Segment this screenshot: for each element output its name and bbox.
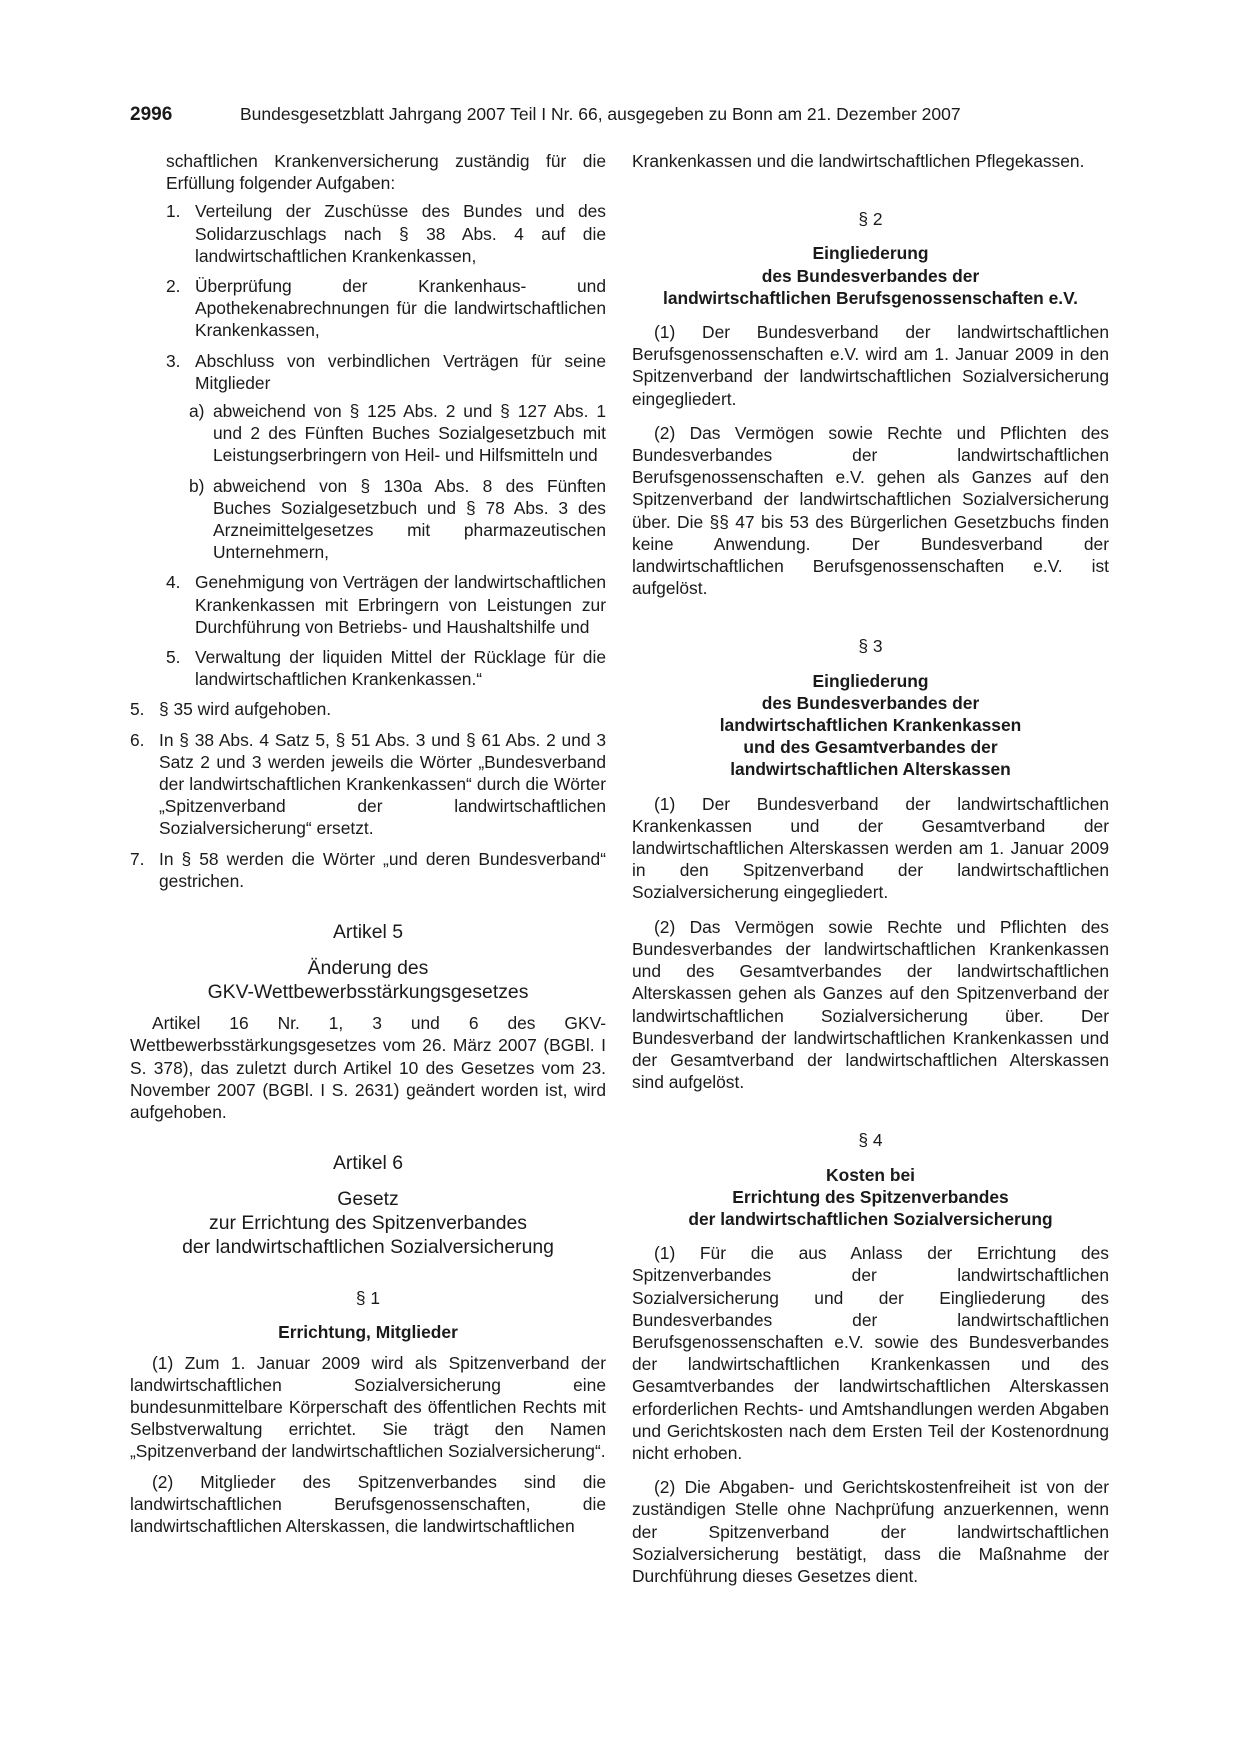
paragraph: (1) Für die aus Anlass der Errichtung des Spitzenverbandes der landwirtschaftlichen Sozialversicherung und der Eingliederung des Bundesverbandes der landwirtschaftlichen Berufsgenossenschaften e.V. sowie des Bundesverbandes der landwirtschaftlichen Krankenkassen und des Gesamtverbandes der landwirtschaftlichen Alterskassen erforderlichen Rechts- und Amtshandlungen werden Abgaben und Gerichtskosten nach dem Ersten Teil der Kostenordnung nicht erhoben. (632, 1243, 1109, 1463)
paragraph: (1) Zum 1. Januar 2009 wird als Spitzenverband der landwirtschaftlichen Sozialversicherung eine bundesunmittelbare Körperschaft des öffentlichen Rechts mit Selbstverwaltung errichtet. Sie trägt den Namen „Spitzenverband der landwirtschaftlichen Sozialversicherung“. (130, 1352, 606, 1462)
section-title: Errichtung des Spitzenverbandes (732, 1186, 1009, 1207)
list-item: 6. In § 38 Abs. 4 Satz 5, § 51 Abs. 3 und § 61 Abs. 2 und 3 Satz 2 und 3 werden jeweils die Wörter „Bundesverband der landwirtschaftlichen Krankenkassen“ durch die Wörter „Spitzenverband der landwirtschaftlichen Sozialversicherung“ ersetzt. (130, 729, 606, 839)
article-5-heading: Artikel 5 (332, 921, 404, 944)
section-title: Eingliederung (812, 670, 929, 691)
section-title: Kosten bei (826, 1164, 915, 1185)
list-item: 2. Überprüfung der Krankenhaus- und Apothekenabrechnungen für die landwirtschaftlichen Krankenkassen, (166, 276, 606, 341)
paragraph: Krankenkassen und die landwirtschaftlichen Pflegekassen. (632, 151, 1085, 171)
list-item: 5. Verwaltung der liquiden Mittel der Rücklage für die landwirtschaftlichen Krankenkassen.“ (166, 647, 606, 690)
paragraph: (1) Der Bundesverband der landwirtschaftlichen Krankenkassen und der Gesamtverband der landwirtschaftlichen Alterskassen werden am 1. Januar 2009 in den Spitzenverband der landwirtschaftlichen Sozialversicherung eingegliedert. (632, 793, 1109, 903)
article-6-title: Gesetz (337, 1188, 399, 1211)
paragraph: (2) Das Vermögen sowie Rechte und Pflichten des Bundesverbandes der landwirtschaftlichen Berufsgenossenschaften e.V. gehen als Ganzes auf den Spitzenverband der landwirtschaftlichen Sozialversicherung über. Die §§ 47 bis 53 des Bürgerlichen Gesetzbuchs finden keine Anwendung. Der Bundesverband der landwirtschaftlichen Berufsgenossenschaften e.V. ist aufgelöst. (632, 422, 1109, 599)
paragraph: (2) Die Abgaben- und Gerichtskostenfreiheit ist von der zuständigen Stelle ohne Nachprüfung anzuerkennen, wenn der Spitzenverband der landwirtschaftlichen Sozialversicherung bestätigt, dass die Maßnahme der Durchführung dieses Gesetzes dient. (632, 1477, 1109, 1586)
article-5-text: Artikel 16 Nr. 1, 3 und 6 des GKV-Wettbewerbsstärkungsgesetzes vom 26. März 2007 (BGBl. I S. 378), das zuletzt durch Artikel 10 des Gesetzes vom 23. November 2007 (BGBl. I S. 2631) geändert worden ist, wird aufgehoben. (130, 1013, 606, 1122)
section-title: des Bundesverbandes der (761, 692, 980, 713)
section-title: landwirtschaftlichen Krankenkassen (719, 715, 1022, 736)
article-6-title: der landwirtschaftlichen Sozialversicherung (182, 1236, 554, 1259)
section-title: des Bundesverbandes der (761, 265, 980, 286)
page-header (130, 103, 1110, 126)
page-number: 2996 (130, 104, 173, 125)
list-subitem: a) abweichend von § 125 Abs. 2 und § 127 Abs. 1 und 2 des Fünften Buches Sozialgesetzbuch mit Leistungserbringern von Heil- und Hilfsmitteln und (189, 401, 606, 466)
article-5-title: Änderung des (307, 957, 429, 980)
article-6-heading: Artikel 6 (332, 1152, 404, 1175)
list-item: 3. Abschluss von verbindlichen Verträgen für seine Mitglieder (166, 350, 606, 393)
left-column (130, 150, 606, 1537)
list-item: 1. Verteilung der Zuschüsse des Bundes und des Solidarzuschlags nach § 38 Abs. 4 auf die landwirtschaftlichen Krankenkassen, (166, 201, 606, 266)
section-sign: § 3 (858, 636, 883, 657)
list-subitem: b) abweichend von § 130a Abs. 8 des Fünften Buches Sozialgesetzbuch und § 78 Abs. 3 des Arzneimittelgesetzes mit pharmazeutischen Unternehmern, (189, 475, 606, 563)
section-title: und des Gesamtverbandes der (743, 737, 998, 758)
article-6-title: zur Errichtung des Spitzenverbandes (209, 1212, 527, 1235)
list-item: 7. In § 58 werden die Wörter „und deren Bundesverband“ gestrichen. (130, 848, 606, 891)
paragraph: (2) Mitglieder des Spitzenverbandes sind die landwirtschaftlichen Berufsgenossenschaften, die landwirtschaftlichen Alterskassen, die landwirtschaftlichen (130, 1471, 606, 1536)
article-5-title: GKV-Wettbewerbsstärkungsgesetzes (207, 981, 529, 1004)
list-item: 4. Genehmigung von Verträgen der landwirtschaftlichen Krankenkassen mit Erbringern von Leistungen zur Durchführung von Betriebs- und Haushaltshilfe und (166, 572, 606, 637)
section-title: Eingliederung (812, 243, 929, 264)
intro-text: schaftlichen Krankenversicherung zuständig für die Erfüllung folgender Aufgaben: (166, 151, 606, 194)
list-item: 5. § 35 wird aufgehoben. (130, 699, 332, 720)
section-title: der landwirtschaftlichen Sozialversicherung (688, 1208, 1053, 1229)
section-title: landwirtschaftlichen Alterskassen (730, 759, 1011, 780)
section-title: landwirtschaftlichen Berufsgenossenschaften e.V. (663, 287, 1078, 308)
section-sign: § 4 (858, 1130, 883, 1151)
section-sign: § 2 (858, 209, 883, 230)
section-sign: § 1 (355, 1288, 381, 1309)
gazette-title: Bundesgesetzblatt Jahrgang 2007 Teil I Nr. 66, ausgegeben zu Bonn am 21. Dezember 2007 (240, 104, 961, 124)
right-column (632, 150, 1109, 1587)
paragraph: (1) Der Bundesverband der landwirtschaftlichen Berufsgenossenschaften e.V. wird am 1. Januar 2009 in den Spitzenverband der landwirtschaftlichen Sozialversicherung eingegliedert. (632, 322, 1109, 409)
paragraph: (2) Das Vermögen sowie Rechte und Pflichten des Bundesverbandes der landwirtschaftlichen Krankenkassen und des Gesamtverbandes der landwirtschaftlichen Alterskassen gehen als Ganzes auf den Spitzenverband der landwirtschaftlichen Sozialversicherung über. Der Bundesverband der landwirtschaftlichen Krankenkassen und der Gesamtverband der landwirtschaftlichen Alterskassen sind aufgelöst. (632, 916, 1109, 1093)
section-title: Errichtung, Mitglieder (278, 1322, 458, 1343)
